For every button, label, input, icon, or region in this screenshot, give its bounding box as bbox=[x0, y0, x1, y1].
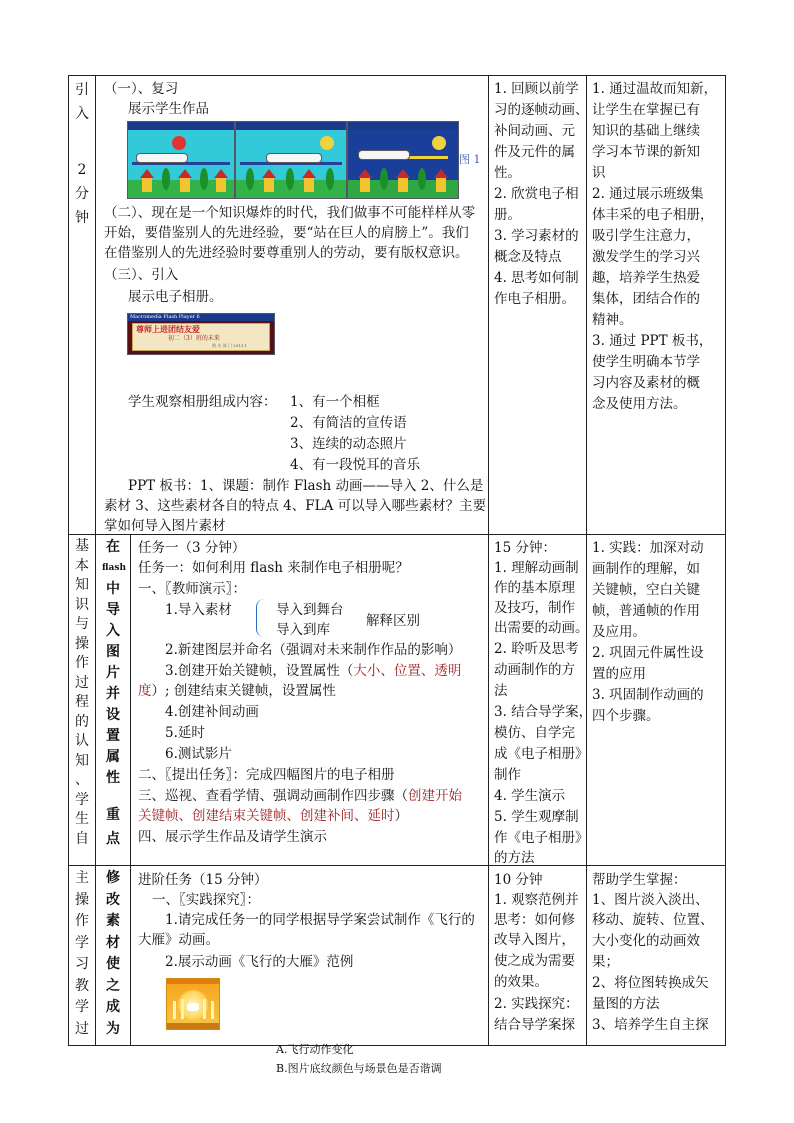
show-album-text: 展示电子相册。 bbox=[128, 289, 223, 305]
text-line: 件及元件的属 bbox=[494, 144, 575, 160]
knowledge-line-3: 在借鉴别人的先进经验时要尊重别人的劳动，要有版权意识。 bbox=[104, 245, 469, 261]
intro-heading: （三）、引入 bbox=[104, 267, 179, 283]
table-border-bottom bbox=[68, 1045, 726, 1046]
text-line: 1. 理解动画制 bbox=[494, 560, 579, 576]
text-line: 册。 bbox=[494, 207, 521, 223]
text-line: 帧，普通帧的作用 bbox=[592, 603, 700, 619]
text-line: 性。 bbox=[494, 165, 521, 181]
text-line: 3. 学习素材的 bbox=[494, 228, 579, 244]
text-line: 成《电子相册》 bbox=[494, 746, 589, 762]
ppt-line-3: 掌如何导入图片素材 bbox=[104, 518, 226, 534]
assign-task-heading: 二、〖提出任务〗：完成四幅图片的电子相册 bbox=[138, 767, 395, 783]
album-titlebar: Macromedia Flash Player 6 bbox=[128, 314, 274, 321]
demo-step-5: 5.延时 bbox=[165, 725, 205, 741]
demo-step-3: 3.创建开始关键帧，设置属性（大小、位置、透明 bbox=[165, 663, 462, 679]
demo-step-1-option-2: 导入到库 bbox=[276, 622, 330, 638]
text-line: 果； bbox=[592, 954, 619, 970]
text-line: 使之成为需要 bbox=[494, 953, 575, 969]
text-line: 帮助学生掌握： bbox=[592, 872, 687, 888]
text-line: 2. 聆听及思考 bbox=[494, 641, 579, 657]
observe-item-1: 1、有一个相框 bbox=[290, 394, 380, 410]
text-line: 置的应用 bbox=[592, 666, 646, 682]
flying-geese-thumbnail bbox=[166, 978, 220, 1030]
text-line: 移动、旋转、位置、 bbox=[592, 912, 714, 928]
text-line: 2. 欣赏电子相 bbox=[494, 186, 579, 202]
col-divider-3 bbox=[586, 75, 587, 1046]
text-line: 2. 实践探究： bbox=[494, 996, 579, 1012]
text-line: 量图的方法 bbox=[592, 996, 660, 1012]
text-line: 结合导学案探 bbox=[494, 1017, 575, 1033]
note-a: A.飞行动作变化 bbox=[276, 1043, 354, 1056]
text-line: 作的基本原理 bbox=[494, 580, 575, 596]
text-line: 让学生在掌握已有 bbox=[592, 102, 700, 118]
text-line: 1. 通过温故而知新， bbox=[592, 81, 718, 97]
text-line: 集体，团结合作的 bbox=[592, 291, 700, 307]
note-b: B.图片底纹颜色与场景色是否谐调 bbox=[276, 1062, 442, 1075]
text-line: 概念及特点 bbox=[494, 249, 562, 265]
demo-step-6: 6.测试影片 bbox=[165, 746, 232, 762]
text-line: 体丰采的电子相册， bbox=[592, 207, 714, 223]
basic-topic-label: 在 flash 中 导 入 图 片 并 设 置 属 性 bbox=[102, 539, 126, 786]
observe-item-2: 2、有简洁的宣传语 bbox=[290, 415, 407, 431]
text-line: 及技巧，制作 bbox=[494, 600, 575, 616]
col-divider-topic bbox=[130, 534, 131, 1046]
text-line: 1、图片淡入淡出、 bbox=[592, 892, 709, 908]
practice-item-2: 2.展示动画《飞行的大雁》范例 bbox=[165, 954, 354, 970]
album-screenshot bbox=[127, 313, 275, 355]
student-work-screenshot-2 bbox=[235, 121, 347, 199]
col-divider-2 bbox=[488, 75, 489, 1046]
text-line: 作《电子相册》 bbox=[494, 830, 589, 846]
text-line: 的方法 bbox=[494, 850, 535, 866]
brace-icon bbox=[256, 599, 267, 637]
text-line: 补间动画、元 bbox=[494, 123, 575, 139]
text-line: 2. 巩固元件属性设 bbox=[592, 645, 704, 661]
patrol-line-2: 关键帧、创建结束关键帧、创建补间、延时） bbox=[138, 808, 408, 824]
patrol-line-1: 三、巡视、查看学情、强调动画制作四步骤（创建开始 bbox=[138, 788, 462, 804]
text-line: 四个步骤。 bbox=[592, 708, 660, 724]
review-heading: （一）、复习 bbox=[104, 81, 179, 97]
basic-side-label: 基 本 知 识 与 操 作 过 程 的 认 知 、 学 生 自 bbox=[75, 538, 89, 847]
knowledge-line-2: 开始，要借鉴别人的先进经验，要“站在巨人的肩膀上”。我们 bbox=[104, 225, 469, 241]
observe-item-4: 4、有一段悦耳的音乐 bbox=[290, 457, 421, 473]
text-line: 吸引学生注意力， bbox=[592, 228, 700, 244]
text-line: 4. 学生演示 bbox=[494, 788, 566, 804]
text-line: 画制作的理解，如 bbox=[592, 561, 700, 577]
show-works-text: 展示学生作品 bbox=[128, 101, 209, 117]
intro-side-label-bottom: 2 分 钟 bbox=[75, 162, 89, 226]
practice-item-1-line-1: 1.请完成任务一的同学根据导学案尝试制作《飞行的 bbox=[165, 912, 475, 928]
table-border-left bbox=[68, 75, 69, 1046]
text-line: 1. 回顾以前学 bbox=[494, 81, 579, 97]
text-line: 4. 思考如何制 bbox=[494, 270, 579, 286]
ppt-line-1: PPT 板书：1、课题：制作 Flash 动画——导入 2、什么是 bbox=[128, 478, 484, 494]
text-line: 识 bbox=[592, 165, 606, 181]
knowledge-line-1: （二）、现在是一个知识爆炸的时代，我们做事不可能样样从零 bbox=[104, 205, 476, 221]
task-one-title: 任务一（3 分钟） bbox=[138, 540, 246, 556]
text-line: 2、将位图转换成矢 bbox=[592, 975, 709, 991]
demo-step-3-cont: 度）; 创建结束关键帧，设置属性 bbox=[138, 683, 336, 699]
text-line: 3. 结合导学案， bbox=[494, 704, 593, 720]
text-line: 模仿、自学完 bbox=[494, 725, 575, 741]
text-line: 知识的基础上继续 bbox=[592, 123, 700, 139]
text-line: 改导入图片， bbox=[494, 932, 575, 948]
advanced-topic-label: 修 改 素 材 使 之 成 为 bbox=[106, 870, 120, 1037]
task-one-question: 任务一：如何利用 flash 来制作电子相册呢？ bbox=[138, 560, 409, 576]
text-line: 出需要的动画。 bbox=[494, 620, 589, 636]
text-line: 习内容及素材的概 bbox=[592, 375, 700, 391]
row-divider-2 bbox=[68, 865, 726, 866]
text-line: 1. 观察范例并 bbox=[494, 892, 579, 908]
advanced-task-title: 进阶任务（15 分钟） bbox=[138, 872, 268, 888]
text-line: 的效果。 bbox=[494, 974, 548, 990]
text-line: 10 分钟 bbox=[494, 872, 543, 888]
text-line: 学习本节课的新知 bbox=[592, 144, 700, 160]
text-line: 作电子相册。 bbox=[494, 291, 575, 307]
practice-item-1-line-2: 大雁》动画。 bbox=[138, 932, 219, 948]
figure-label: 图 1 bbox=[459, 153, 481, 166]
observe-item-3: 3、连续的动态照片 bbox=[290, 436, 407, 452]
text-line: 大小变化的动画效 bbox=[592, 933, 700, 949]
goose-icon bbox=[187, 1003, 199, 1011]
text-line: 1. 实践：加深对动 bbox=[592, 540, 704, 556]
show-demo-line: 四、展示学生作品及请学生演示 bbox=[138, 829, 327, 845]
album-title: 尊师上进团结友爱 bbox=[136, 324, 200, 334]
demo-step-4: 4.创建补间动画 bbox=[165, 704, 259, 720]
table-border-right bbox=[725, 75, 726, 1046]
basic-focus-label: 重 点 bbox=[106, 807, 120, 847]
text-line: 使学生明确本节学 bbox=[592, 354, 700, 370]
text-line: 5. 学生观摩制 bbox=[494, 809, 579, 825]
album-footer: 相 关 部 门 2013.1 bbox=[212, 343, 248, 348]
text-line: 及应用。 bbox=[592, 624, 646, 640]
text-line: 精神。 bbox=[592, 312, 633, 328]
student-work-screenshot-3 bbox=[347, 121, 459, 199]
ppt-line-2: 素材 3、这些素材各自的特点 4、FLA 可以导入哪些素材？主要 bbox=[104, 498, 487, 514]
practice-explore-heading: 一、〖实践探究〗： bbox=[152, 892, 260, 908]
demo-step-1-note: 解释区别 bbox=[366, 613, 420, 629]
demo-step-1: 1.导入素材 bbox=[165, 602, 232, 618]
album-class: 初二（3）班的未来 bbox=[168, 335, 220, 342]
text-line: 趣，培养学生热爱 bbox=[592, 270, 700, 286]
text-line: 激发学生的学习兴 bbox=[592, 249, 700, 265]
text-line: 3. 巩固制作动画的 bbox=[592, 687, 704, 703]
col-divider-1 bbox=[95, 75, 96, 1046]
text-line: 习的逐帧动画、 bbox=[494, 102, 589, 118]
observe-label: 学生观察相册组成内容： bbox=[128, 394, 277, 410]
table-border-top bbox=[68, 75, 726, 76]
text-line: 2. 通过展示班级集 bbox=[592, 186, 704, 202]
text-line: 3、培养学生自主探 bbox=[592, 1017, 709, 1033]
text-line: 动画制作的方 bbox=[494, 662, 575, 678]
demo-step-2: 2.新建图层并命名（强调对未来制作作品的影响） bbox=[165, 642, 462, 658]
text-line: 制作 bbox=[494, 767, 521, 783]
text-line: 念及使用方法。 bbox=[592, 396, 687, 412]
text-line: 思考：如何修 bbox=[494, 912, 575, 928]
demo-step-1-option-1: 导入到舞台 bbox=[276, 602, 344, 618]
advanced-side-label: 主 操 作 学 习 教 学 过 bbox=[75, 870, 89, 1037]
intro-side-label-top: 引 入 bbox=[75, 82, 89, 122]
text-line: 法 bbox=[494, 683, 508, 699]
text-line: 15 分钟： bbox=[494, 540, 556, 556]
text-line: 3. 通过 PPT 板书， bbox=[592, 333, 713, 349]
teacher-demo-heading: 一、〖教师演示〗： bbox=[138, 581, 246, 597]
text-line: 关键帧，空白关键 bbox=[592, 582, 700, 598]
student-work-screenshot-1 bbox=[127, 121, 235, 199]
